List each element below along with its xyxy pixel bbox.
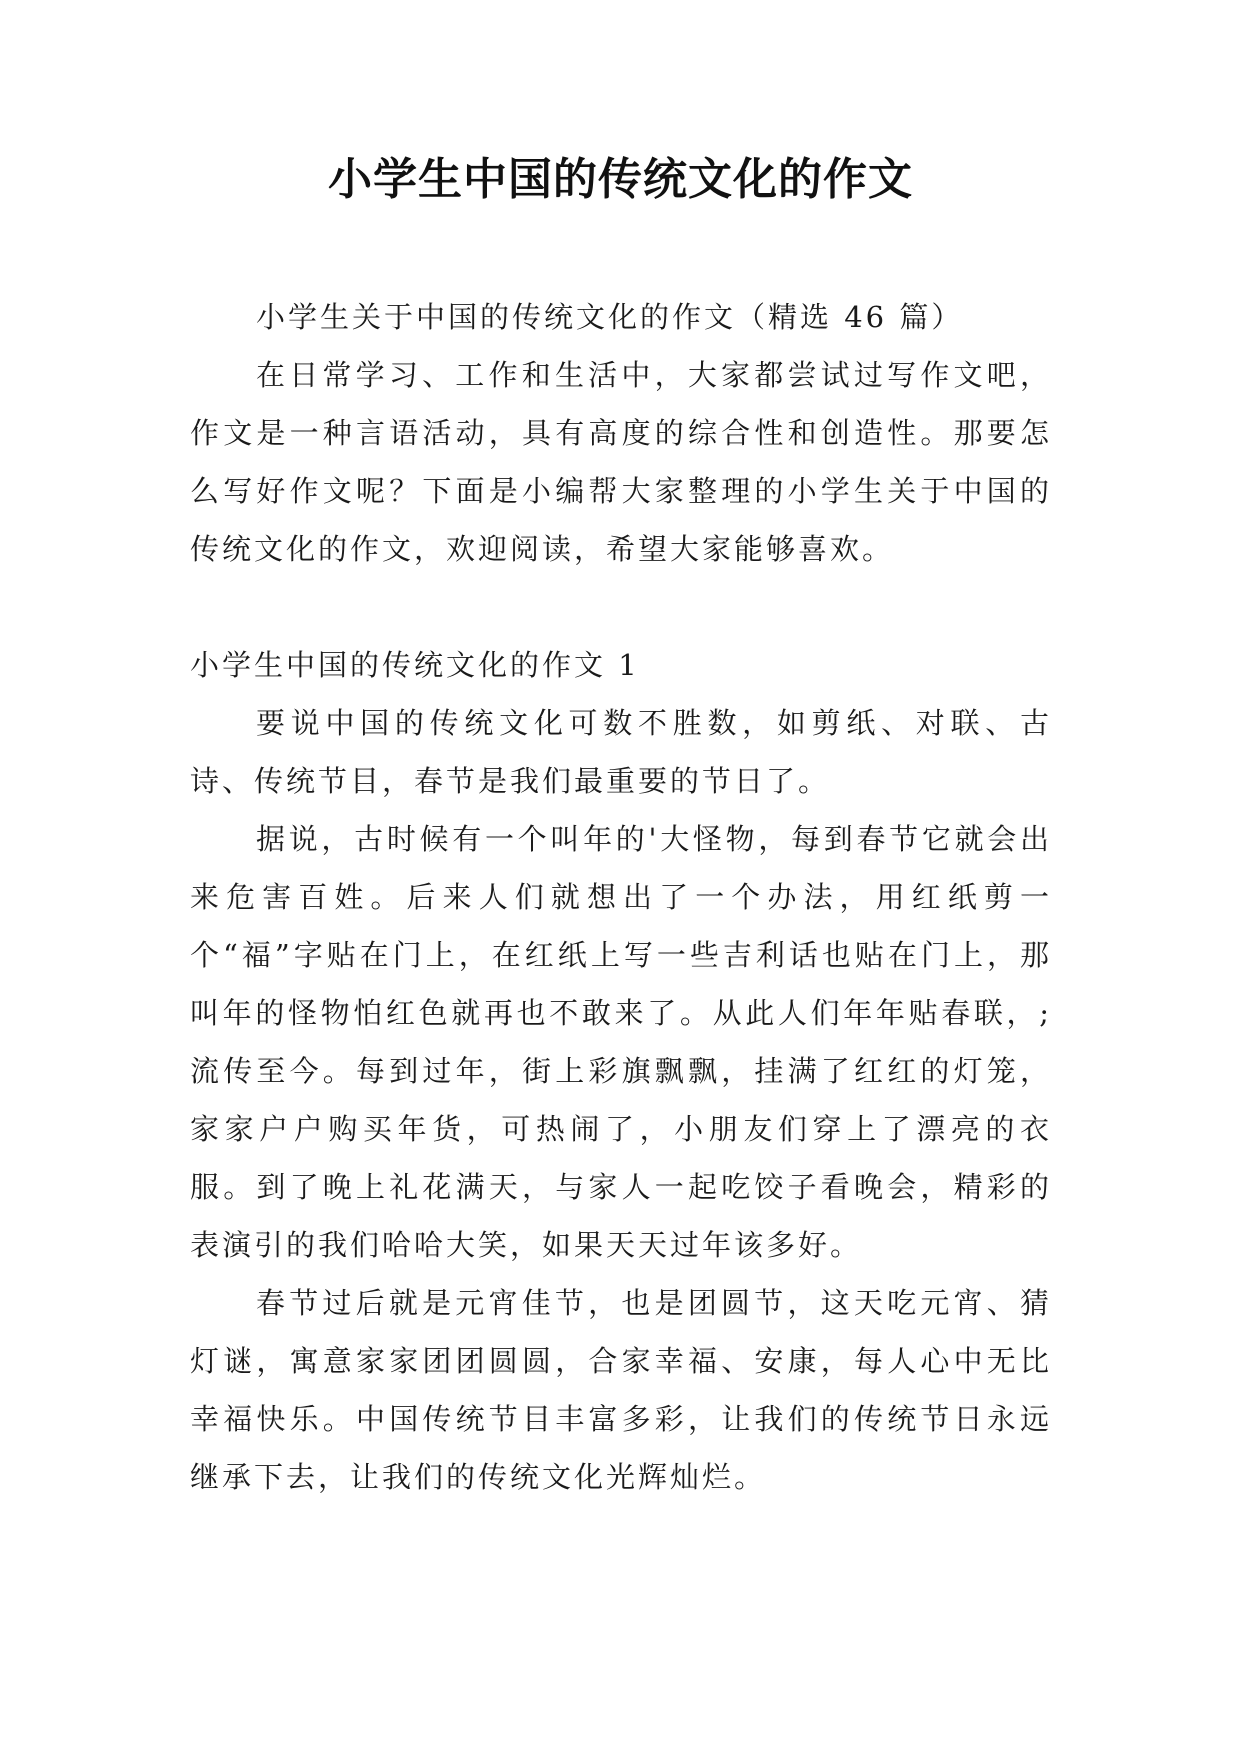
body-paragraph-3: 春节过后就是元宵佳节，也是团圆节，这天吃元宵、猜灯谜，寓意家家团团圆圆，合家幸福、安康，每人心中无比幸福快乐。中国传统节目丰富多彩，让我们的传统节日永远继承下去，让我们的传统文化光辉灿烂。 xyxy=(190,1286,1052,1494)
document-title: 小学生中国的传统文化的作文 xyxy=(328,154,913,205)
intro-paragraph: 在日常学习、工作和生活中，大家都尝试过写作文吧，作文是一种言语活动，具有高度的综合性和创造性。那要怎么写好作文呢？下面是小编帮大家整理的小学生关于中国的传统文化的作文，欢迎阅读，希望大家能够喜欢。 xyxy=(190,358,1052,566)
body-paragraph-2: 据说，古时候有一个叫年的'大怪物，每到春节它就会出来危害百姓。后来人们就想出了一个办法，用红纸剪一个“福”字贴在门上，在红纸上写一些吉利话也贴在门上，那叫年的怪物怕红色就再也不敢来了。从此人们年年贴春联，;流传至今。每到过年，街上彩旗飘飘，挂满了红红的灯笼，家家户户购买年货，可热闹了，小朋友们穿上了漂亮的衣服。到了晚上礼花满天，与家人一起吃饺子看晚会，精彩的表演引的我们哈哈大笑，如果天天过年该多好。 xyxy=(190,822,1052,1262)
document-body xyxy=(190,288,1052,1506)
section-heading: 小学生中国的传统文化的作文 1 xyxy=(190,648,640,682)
subtitle: 小学生关于中国的传统文化的作文（精选 46 篇） xyxy=(256,300,964,334)
body-paragraph-1: 要说中国的传统文化可数不胜数，如剪纸、对联、古诗、传统节目，春节是我们最重要的节日了。 xyxy=(190,706,1052,798)
